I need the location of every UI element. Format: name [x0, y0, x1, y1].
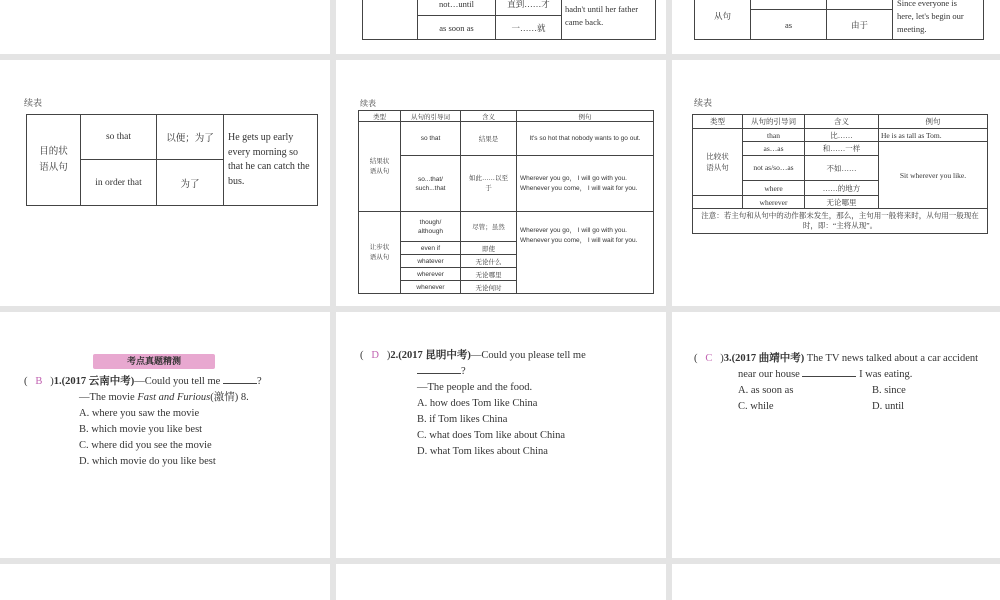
type-cell [363, 0, 418, 40]
answer-letter: B [35, 376, 43, 387]
header-meaning: 含义 [805, 115, 879, 129]
option-grid [694, 383, 990, 415]
question-source: (2017 曲靖中考) [731, 353, 805, 364]
meaning-cell: 一……就 [496, 16, 562, 40]
tile-bottom-center [336, 564, 666, 600]
header-example: 例句 [879, 115, 988, 129]
meaning-cell: 为了 [157, 160, 224, 206]
section-banner: 考点真题精测 [93, 354, 215, 369]
word-cell: not as/so…as [743, 156, 805, 181]
option-list [24, 406, 324, 470]
word-cell: wherever [401, 268, 461, 281]
option-d[interactable]: D. what Tom likes about China [417, 446, 548, 457]
word-cell: where [743, 181, 805, 196]
question-number: 1. [53, 376, 62, 387]
tile-top-left [0, 0, 330, 54]
meaning-cell: 如此……以至于 [461, 156, 517, 212]
category-cell: 结果状语从句 [359, 122, 401, 212]
header-word: 从句的引导词 [743, 115, 805, 129]
question-stem: ( B )1.(2017 云南中考)—Could you tell me ? [24, 376, 262, 387]
option-b[interactable]: B. if Tom likes China [417, 414, 508, 425]
meaning-cell: 即使 [461, 242, 517, 255]
example-cell: Wherever you go， I will go with you. Whenever you come， I will wait for you. [517, 156, 654, 212]
tile-purpose-clause [0, 60, 330, 306]
example-line-1: hadn't until her father [565, 4, 639, 14]
question-reply: —The people and the food. [417, 382, 533, 393]
word-cell: whenever [401, 281, 461, 294]
tile-question-3 [672, 312, 1000, 558]
header-meaning: 含义 [461, 111, 517, 122]
category-cell: 目的状语从句 [27, 115, 81, 206]
answer-letter: D [371, 350, 379, 361]
option-d[interactable]: D. until [872, 401, 905, 412]
meaning-cell: 以便；为了 [157, 115, 224, 160]
option-a[interactable]: A. where you saw the movie [79, 408, 200, 419]
question-3 [694, 351, 990, 415]
option-b[interactable]: B. which movie you like best [79, 424, 203, 435]
type-cell: 从句 [695, 0, 751, 40]
answer-blank [223, 383, 257, 384]
word-cell: so...that/ such...that [401, 156, 461, 212]
option-a[interactable]: A. as soon as [738, 385, 794, 396]
question-number: 2. [390, 350, 399, 361]
category-cell: 比较状语从句 [693, 129, 743, 196]
question-2 [360, 348, 660, 460]
word-cell: though/ although [401, 212, 461, 242]
word-cell: as soon as [418, 16, 496, 40]
meaning-cell: 尽管；虽然 [461, 212, 517, 242]
stem-end: ? [256, 376, 262, 387]
word-cell: so that [401, 122, 461, 156]
meaning-cell: 和……一样 [805, 142, 879, 156]
example-cell [893, 0, 984, 40]
result-concession-table [358, 110, 654, 294]
meaning-cell: 直到……才 [496, 0, 562, 16]
tile-question-1 [0, 312, 330, 558]
stem-text: —Could you tell me [134, 376, 221, 387]
example-cell: He gets up early every morning so that he can catch the bus. [224, 115, 318, 206]
word-cell: even if [401, 242, 461, 255]
question-source: (2017 云南中考) [61, 376, 135, 387]
option-c[interactable]: C. what does Tom like about China [417, 430, 566, 441]
example-cell: It's so hot that nobody wants to go out. [517, 122, 654, 156]
stem-text: —Could you please tell me [470, 350, 586, 361]
category-cell: 让步状语从句 [359, 212, 401, 294]
question-stem: ( D )2.(2017 昆明中考)—Could you please tell me [360, 350, 586, 361]
meaning-cell: 比…… [805, 129, 879, 142]
meaning-cell: 无论哪里 [805, 196, 879, 209]
word-cell: than [743, 129, 805, 142]
example-cell: Sit wherever you like. [879, 142, 988, 209]
meaning-cell: 由于 [827, 10, 893, 40]
stem-end: ? [461, 366, 466, 377]
word-cell: as…as [743, 142, 805, 156]
word-cell [751, 0, 827, 10]
tile-top-center [336, 0, 666, 54]
option-a[interactable]: A. how does Tom like China [417, 398, 538, 409]
example-cell [562, 0, 656, 40]
reply-text: —The movie [79, 392, 138, 403]
option-d[interactable]: D. which movie do you like best [79, 456, 216, 467]
meaning-cell: 不如…… [805, 156, 879, 181]
meaning-cell [827, 0, 893, 10]
meaning-cell: 结果是 [461, 122, 517, 156]
word-cell: not…until [418, 0, 496, 16]
option-list [360, 396, 660, 460]
tile-comparison-clause [672, 60, 1000, 306]
example-line-1: Since everyone is [897, 0, 957, 8]
tile-bottom-left [0, 564, 330, 600]
word-cell: in order that [81, 160, 157, 206]
table-caption: 续表 [360, 99, 376, 108]
word-cell: so that [81, 115, 157, 160]
header-word: 从句的引导词 [401, 111, 461, 122]
comparison-clause-table [692, 114, 988, 234]
meaning-cell: 无论何时 [461, 281, 517, 294]
reason-clause-table-fragment [694, 0, 984, 40]
meaning-cell: 无论哪里 [461, 268, 517, 281]
tile-result-concession-clause [336, 60, 666, 306]
question-1 [24, 374, 324, 470]
option-c[interactable]: C. while [738, 401, 774, 412]
example-cell: Wherever you go， I will go with you. Whenever you come， I will wait for you. [517, 212, 654, 294]
header-type: 类型 [359, 111, 401, 122]
option-b[interactable]: B. since [872, 385, 906, 396]
category-cell-end [693, 196, 743, 209]
answer-blank [802, 376, 856, 377]
option-c[interactable]: C. where did you see the movie [79, 440, 212, 451]
table-caption: 续表 [24, 98, 43, 108]
stem-blank-line [360, 364, 660, 380]
purpose-clause-table [26, 114, 318, 206]
question-reply [24, 390, 324, 406]
table-caption: 续表 [694, 98, 713, 108]
note-cell: 注意：若主句和从句中的动作都未发生，那么，主句用一般将来时，从句用一般现在时，即：“主将从现”。 [693, 209, 988, 234]
question-source: (2017 昆明中考) [398, 350, 471, 361]
tile-top-right [672, 0, 1000, 54]
question-stem: ( C )3.(2017 曲靖中考) The TV news talked about a car accident near our house I was eating. [694, 353, 979, 380]
word-cell: wherever [743, 196, 805, 209]
answer-blank [417, 373, 461, 374]
stem-text: The TV news talked about a car accident near our house [738, 353, 979, 380]
time-clause-table-fragment [362, 0, 656, 40]
header-example: 例句 [517, 111, 654, 122]
example-line-2: came back. [565, 17, 604, 27]
example-cell: He is as tall as Tom. [879, 129, 988, 142]
meaning-cell: 无论什么 [461, 255, 517, 268]
example-line-2: here, let's begin our meeting. [897, 10, 964, 34]
meaning-cell: ……的地方 [805, 181, 879, 196]
stem-end: I was eating. [859, 369, 913, 380]
word-cell: whatever [401, 255, 461, 268]
movie-title: Fast and Furious [137, 392, 211, 403]
reply-text-end: (激情) 8. [210, 392, 249, 403]
question-number: 3. [723, 353, 732, 364]
answer-letter: C [705, 353, 713, 364]
tile-question-2 [336, 312, 666, 558]
header-type: 类型 [693, 115, 743, 129]
word-cell: as [751, 10, 827, 40]
tile-bottom-right [672, 564, 1000, 600]
